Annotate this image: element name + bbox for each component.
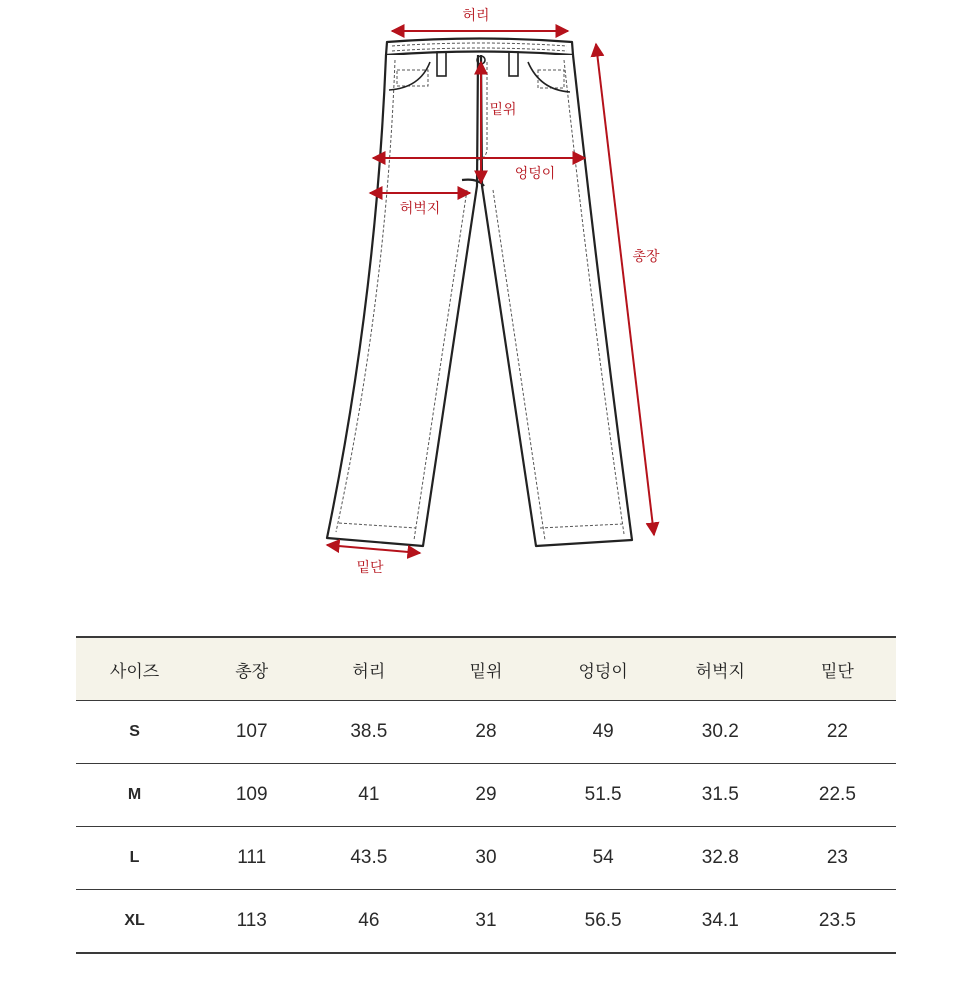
hem-label: 밑단	[356, 560, 384, 576]
table-cell: 22.5	[779, 764, 896, 827]
header-rise: 밑위	[427, 637, 544, 701]
table-cell: M	[76, 764, 193, 827]
waist-label: 허리	[462, 8, 490, 24]
table-cell: XL	[76, 890, 193, 954]
table-cell: 31	[427, 890, 544, 954]
table-cell: 38.5	[310, 701, 427, 764]
header-hip: 엉덩이	[545, 637, 662, 701]
table-cell: 28	[427, 701, 544, 764]
header-thigh: 허벅지	[662, 637, 779, 701]
table-cell: 34.1	[662, 890, 779, 954]
table-row	[76, 701, 896, 764]
table-cell: 111	[193, 827, 310, 890]
table-cell: 113	[193, 890, 310, 954]
table-cell: 41	[310, 764, 427, 827]
total-length-label: 총장	[632, 249, 660, 265]
table-cell: 46	[310, 890, 427, 954]
table-cell: 56.5	[545, 890, 662, 954]
header-total-length: 총장	[193, 637, 310, 701]
table-row	[76, 827, 896, 890]
table-row	[76, 764, 896, 827]
rise-label: 밑위	[489, 102, 517, 118]
table-cell: 32.8	[662, 827, 779, 890]
table-cell: 109	[193, 764, 310, 827]
table-cell: 54	[545, 827, 662, 890]
table-cell: 43.5	[310, 827, 427, 890]
table-cell: 30.2	[662, 701, 779, 764]
table-cell: 31.5	[662, 764, 779, 827]
table-cell: S	[76, 701, 193, 764]
header-waist: 허리	[310, 637, 427, 701]
table-cell: 51.5	[545, 764, 662, 827]
header-size: 사이즈	[76, 637, 193, 701]
header-hem: 밑단	[779, 637, 896, 701]
table-cell: 107	[193, 701, 310, 764]
table-row	[76, 890, 896, 954]
table-header-row	[76, 637, 896, 701]
pants-outline	[327, 39, 632, 547]
thigh-label: 허벅지	[399, 201, 441, 217]
hem-arrow	[327, 545, 420, 553]
hip-label: 엉덩이	[514, 166, 556, 182]
table-cell: 23.5	[779, 890, 896, 954]
size-table	[76, 636, 896, 954]
table-cell: L	[76, 827, 193, 890]
table-cell: 22	[779, 701, 896, 764]
table-cell: 29	[427, 764, 544, 827]
table-cell: 30	[427, 827, 544, 890]
table-cell: 23	[779, 827, 896, 890]
table-cell: 49	[545, 701, 662, 764]
